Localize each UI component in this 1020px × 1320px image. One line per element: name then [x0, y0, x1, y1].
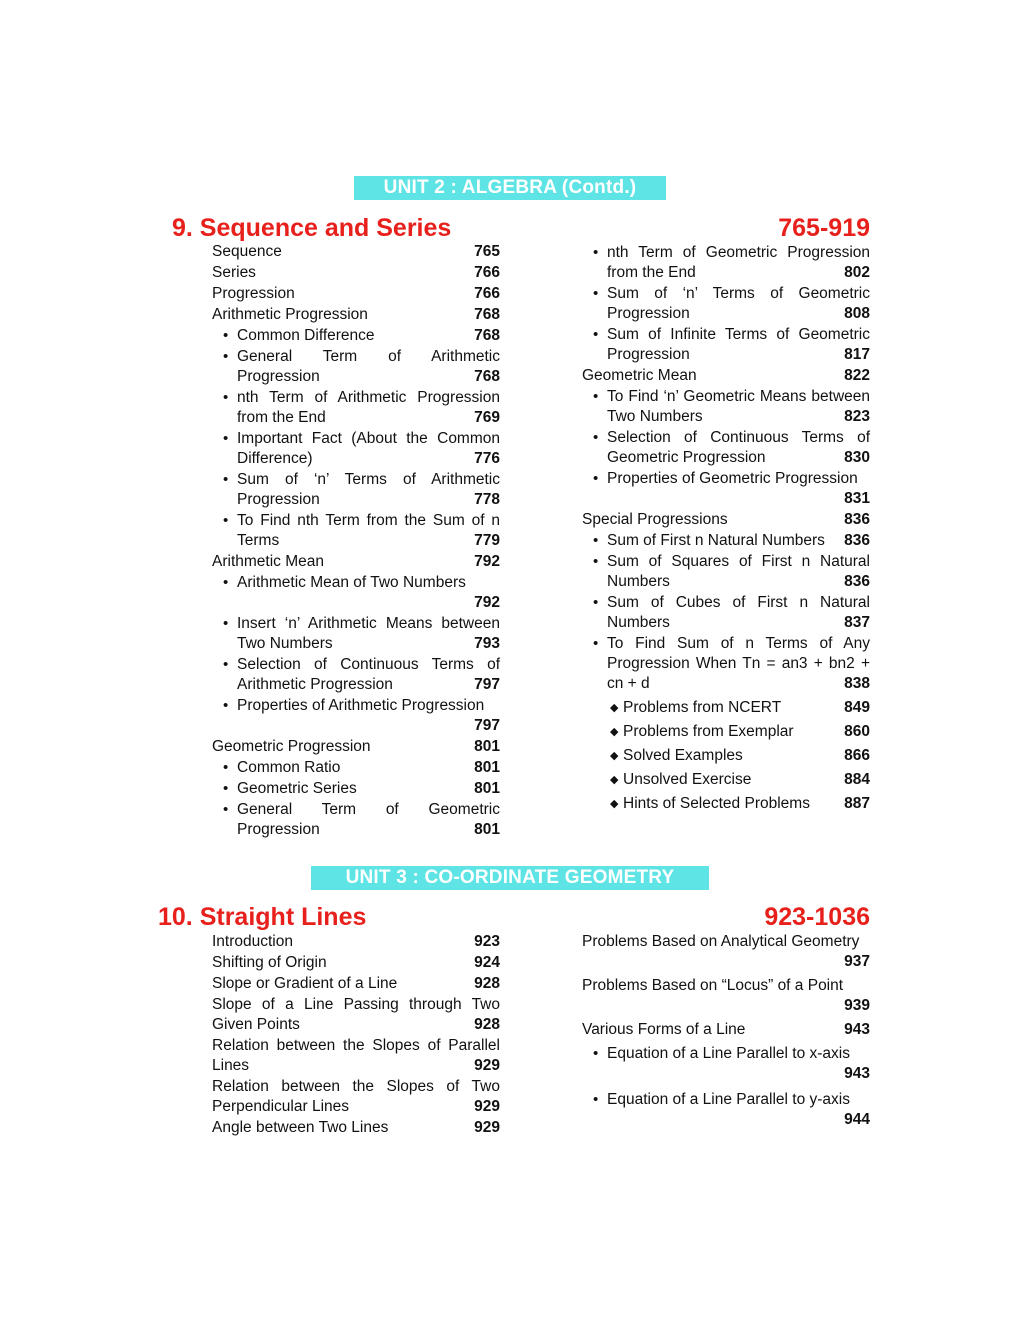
- bullet-icon: •: [223, 780, 229, 797]
- toc-subentry[interactable]: • Properties of Arithmetic Progression 797: [223, 697, 500, 734]
- bullet-icon: •: [593, 635, 599, 652]
- toc-subentry[interactable]: • Common Difference 768: [223, 327, 500, 344]
- diamond-bullet-icon: ◆: [610, 774, 619, 786]
- diamond-bullet-icon: ◆: [610, 798, 619, 810]
- toc-entry[interactable]: Relation between the Slopes of Two Perpendicular Lines 929: [212, 1078, 500, 1115]
- diamond-bullet-icon: ◆: [610, 750, 619, 762]
- toc-subentry[interactable]: • Important Fact (About the Common Difference) 776: [223, 430, 500, 467]
- toc-entry[interactable]: Arithmetic Progression 768: [212, 306, 500, 323]
- chapter-9-title: 9. Sequence and Series: [172, 214, 452, 242]
- toc-subentry[interactable]: • Properties of Geometric Progression 831: [593, 470, 870, 507]
- unit-2-banner: UNIT 2 : ALGEBRA (Contd.): [354, 176, 666, 200]
- bullet-icon: •: [593, 532, 599, 549]
- bullet-icon: •: [223, 574, 229, 591]
- bullet-icon: •: [223, 656, 229, 673]
- toc-subentry[interactable]: • Equation of a Line Parallel to x-axis 943: [593, 1045, 870, 1082]
- toc-entry[interactable]: Geometric Progression 801: [212, 738, 500, 755]
- toc-subentry[interactable]: • Geometric Series 801: [223, 780, 500, 797]
- toc-subentry[interactable]: • Sum of Cubes of First n Natural Numbers 837: [593, 594, 870, 631]
- chapter-9-left-column: [212, 242, 500, 841]
- toc-subentry[interactable]: • General Term of Geometric Progression 801: [223, 801, 500, 838]
- toc-subentry[interactable]: • Sum of First n Natural Numbers 836: [593, 532, 870, 549]
- toc-subentry[interactable]: • Sum of ‘n’ Terms of Geometric Progression 808: [593, 285, 870, 322]
- toc-subentry[interactable]: • Arithmetic Mean of Two Numbers 792: [223, 574, 500, 611]
- bullet-icon: •: [593, 244, 599, 261]
- toc-entry[interactable]: Problems Based on Analytical Geometry 937: [582, 933, 870, 970]
- toc-exercise-entry[interactable]: ◆ Problems from NCERT 849: [610, 699, 870, 716]
- toc-subentry[interactable]: • Sum of Squares of First n Natural Numbers 836: [593, 553, 870, 590]
- toc-exercise-entry[interactable]: ◆ Problems from Exemplar 860: [610, 723, 870, 740]
- toc-subentry[interactable]: • To Find nth Term from the Sum of n Terms 779: [223, 512, 500, 549]
- bullet-icon: •: [593, 429, 599, 446]
- bullet-icon: •: [223, 389, 229, 406]
- toc-exercise-entry[interactable]: ◆ Unsolved Exercise 884: [610, 771, 870, 788]
- unit-3-banner: UNIT 3 : CO-ORDINATE GEOMETRY: [311, 866, 709, 890]
- bullet-icon: •: [593, 285, 599, 302]
- toc-entry[interactable]: Shifting of Origin 924: [212, 954, 500, 971]
- bullet-icon: •: [223, 348, 229, 365]
- toc-subentry[interactable]: • Sum of Infinite Terms of Geometric Progression 817: [593, 326, 870, 363]
- toc-exercise-entry[interactable]: ◆ Hints of Selected Problems 887: [610, 795, 870, 812]
- toc-entry[interactable]: Angle between Two Lines 929: [212, 1119, 500, 1136]
- toc-entry[interactable]: Various Forms of a Line 943: [582, 1021, 870, 1038]
- bullet-icon: •: [593, 470, 599, 487]
- toc-subentry[interactable]: • Selection of Continuous Terms of Geometric Progression 830: [593, 429, 870, 466]
- toc-entry[interactable]: Slope or Gradient of a Line 928: [212, 975, 500, 992]
- toc-subentry[interactable]: • Selection of Continuous Terms of Arithmetic Progression 797: [223, 656, 500, 693]
- bullet-icon: •: [593, 388, 599, 405]
- toc-entry[interactable]: Special Progressions 836: [582, 511, 870, 528]
- toc-subentry[interactable]: • Common Ratio 801: [223, 759, 500, 776]
- bullet-icon: •: [223, 615, 229, 632]
- chapter-10-right-column: [582, 932, 870, 1131]
- bullet-icon: •: [223, 697, 229, 714]
- bullet-icon: •: [223, 471, 229, 488]
- bullet-icon: •: [223, 327, 229, 344]
- toc-subentry[interactable]: • To Find ‘n’ Geometric Means between Two Numbers 823: [593, 388, 870, 425]
- chapter-10-page-range: 923-1036: [764, 903, 870, 931]
- bullet-icon: •: [223, 801, 229, 818]
- toc-subentry[interactable]: • Sum of ‘n’ Terms of Arithmetic Progression 778: [223, 471, 500, 508]
- toc-subentry[interactable]: • Equation of a Line Parallel to y-axis 944: [593, 1091, 870, 1128]
- chapter-9-right-column: [582, 243, 870, 815]
- toc-entry[interactable]: Relation between the Slopes of Parallel Lines 929: [212, 1037, 500, 1074]
- bullet-icon: •: [223, 512, 229, 529]
- toc-entry[interactable]: Sequence 765: [212, 243, 500, 260]
- bullet-icon: •: [223, 759, 229, 776]
- bullet-icon: •: [593, 326, 599, 343]
- toc-entry[interactable]: Series 766: [212, 264, 500, 281]
- toc-subentry[interactable]: • nth Term of Arithmetic Progression from the End 769: [223, 389, 500, 426]
- toc-subentry[interactable]: • Insert ‘n’ Arithmetic Means between Two Numbers 793: [223, 615, 500, 652]
- diamond-bullet-icon: ◆: [610, 726, 619, 738]
- bullet-icon: •: [593, 1045, 599, 1062]
- toc-entry[interactable]: Progression 766: [212, 285, 500, 302]
- chapter-9-page-range: 765-919: [778, 214, 870, 242]
- chapter-10-left-column: [212, 932, 500, 1139]
- toc-subentry[interactable]: • nth Term of Geometric Progression from the End 802: [593, 244, 870, 281]
- bullet-icon: •: [223, 430, 229, 447]
- toc-entry[interactable]: Introduction 923: [212, 933, 500, 950]
- toc-entry[interactable]: Arithmetic Mean 792: [212, 553, 500, 570]
- bullet-icon: •: [593, 1091, 599, 1108]
- toc-subentry[interactable]: • General Term of Arithmetic Progression 768: [223, 348, 500, 385]
- toc-entry[interactable]: Geometric Mean 822: [582, 367, 870, 384]
- bullet-icon: •: [593, 553, 599, 570]
- bullet-icon: •: [593, 594, 599, 611]
- toc-exercise-entry[interactable]: ◆ Solved Examples 866: [610, 747, 870, 764]
- toc-entry[interactable]: Problems Based on “Locus” of a Point 939: [582, 977, 870, 1014]
- toc-entry[interactable]: Slope of a Line Passing through Two Given Points 928: [212, 996, 500, 1033]
- toc-subentry[interactable]: • To Find Sum of n Terms of Any Progression When Tn = an3 + bn2 + cn + d 838: [593, 635, 870, 692]
- chapter-10-title: 10. Straight Lines: [158, 903, 367, 931]
- diamond-bullet-icon: ◆: [610, 702, 619, 714]
